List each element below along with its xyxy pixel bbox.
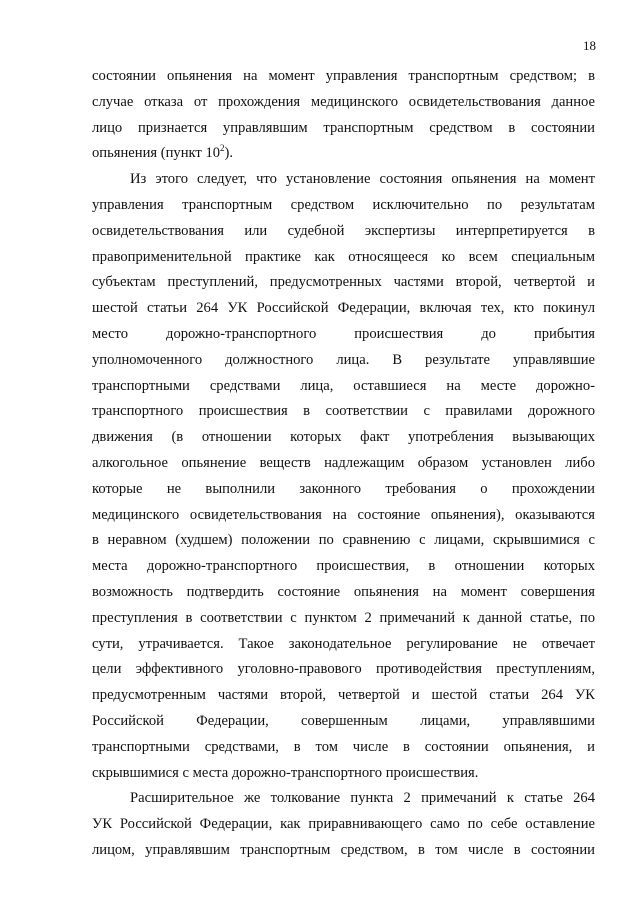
text-line: в неравном (худшем) положении по сравнению с лицами, скрывшимися с — [92, 532, 595, 549]
document-body — [92, 64, 595, 864]
page-number: 18 — [583, 38, 596, 53]
text-line: преступления в соответствии с пунктом 2 примечаний к данной статье, по — [92, 609, 595, 626]
text-line: движения (в отношении которых факт употребления вызывающих — [92, 429, 595, 446]
text-line: УК Российской Федерации, как приравнивающего само по себе оставление — [92, 816, 595, 833]
text-line: правоприменительной практике как относящееся ко всем специальным — [92, 248, 595, 265]
text-line: Расширительное же толкование пункта 2 примечаний к статье 264 — [130, 790, 595, 807]
text-fragment: опьянения (пункт 10 — [92, 145, 221, 162]
text-line: предусмотренным частями второй, четвертой и шестой статьи 264 УК — [92, 687, 595, 704]
text-line: уполномоченного должностного лица. В результате управлявшие — [92, 351, 595, 368]
superscript: 2 — [220, 143, 225, 154]
text-line: места дорожно-транспортного происшествия, в отношении которых — [92, 558, 595, 575]
text-line: которые не выполнили законного требования о прохождении — [92, 480, 595, 497]
text-line: сути, утрачивается. Такое законодательное регулирование не отвечает — [92, 635, 595, 652]
text-line — [92, 141, 595, 167]
text-line: освидетельствования или судебной экспертизы интерпретируется в — [92, 222, 595, 239]
text-line: состоянии опьянения на момент управления транспортным средством; в — [92, 68, 595, 84]
text-line: Из этого следует, что установление состояния опьянения на момент — [130, 171, 595, 188]
paragraph-1 — [92, 64, 595, 167]
paragraph-2 — [92, 167, 595, 786]
text-line: транспортными средствами, в том числе в состоянии опьянения, и — [92, 738, 595, 755]
text-line: Российской Федерации, совершенным лицами, управлявшими — [92, 712, 595, 729]
text-line: медицинского освидетельствования на состояние опьянения), оказываются — [92, 506, 595, 523]
text-line: лицом, управлявшим транспортным средством, в том числе в состоянии — [92, 841, 595, 858]
text-line: управления транспортным средством исключительно по результатам — [92, 196, 595, 213]
text-line: место дорожно-транспортного происшествия до прибытия — [92, 325, 595, 342]
text-fragment: ). — [224, 145, 234, 162]
text-line: скрывшимися с места дорожно-транспортного происшествия. — [92, 764, 479, 781]
text-line: шестой статьи 264 УК Российской Федерации, включая тех, кто покинул — [92, 300, 595, 317]
text-line: транспортными средствами лица, оставшиеся на месте дорожно- — [92, 377, 595, 394]
text-line: случае отказа от прохождения медицинского освидетельствования данное — [92, 93, 595, 110]
text-line: цели эффективного уголовно-правового противодействия преступлениям, — [92, 661, 595, 678]
paragraph-3 — [92, 786, 595, 863]
text-line: алкогольное опьянение веществ надлежащим образом установлен либо — [92, 454, 595, 471]
text-line: лицо признается управлявшим транспортным средством в состоянии — [92, 119, 595, 136]
text-line: транспортного происшествия в соответствии с правилами дорожного — [92, 403, 595, 420]
text-line: субъектам преступлений, предусмотренных частями второй, четвертой и — [92, 274, 595, 291]
text-line: возможность подтвердить состояние опьянения на момент совершения — [92, 583, 595, 600]
